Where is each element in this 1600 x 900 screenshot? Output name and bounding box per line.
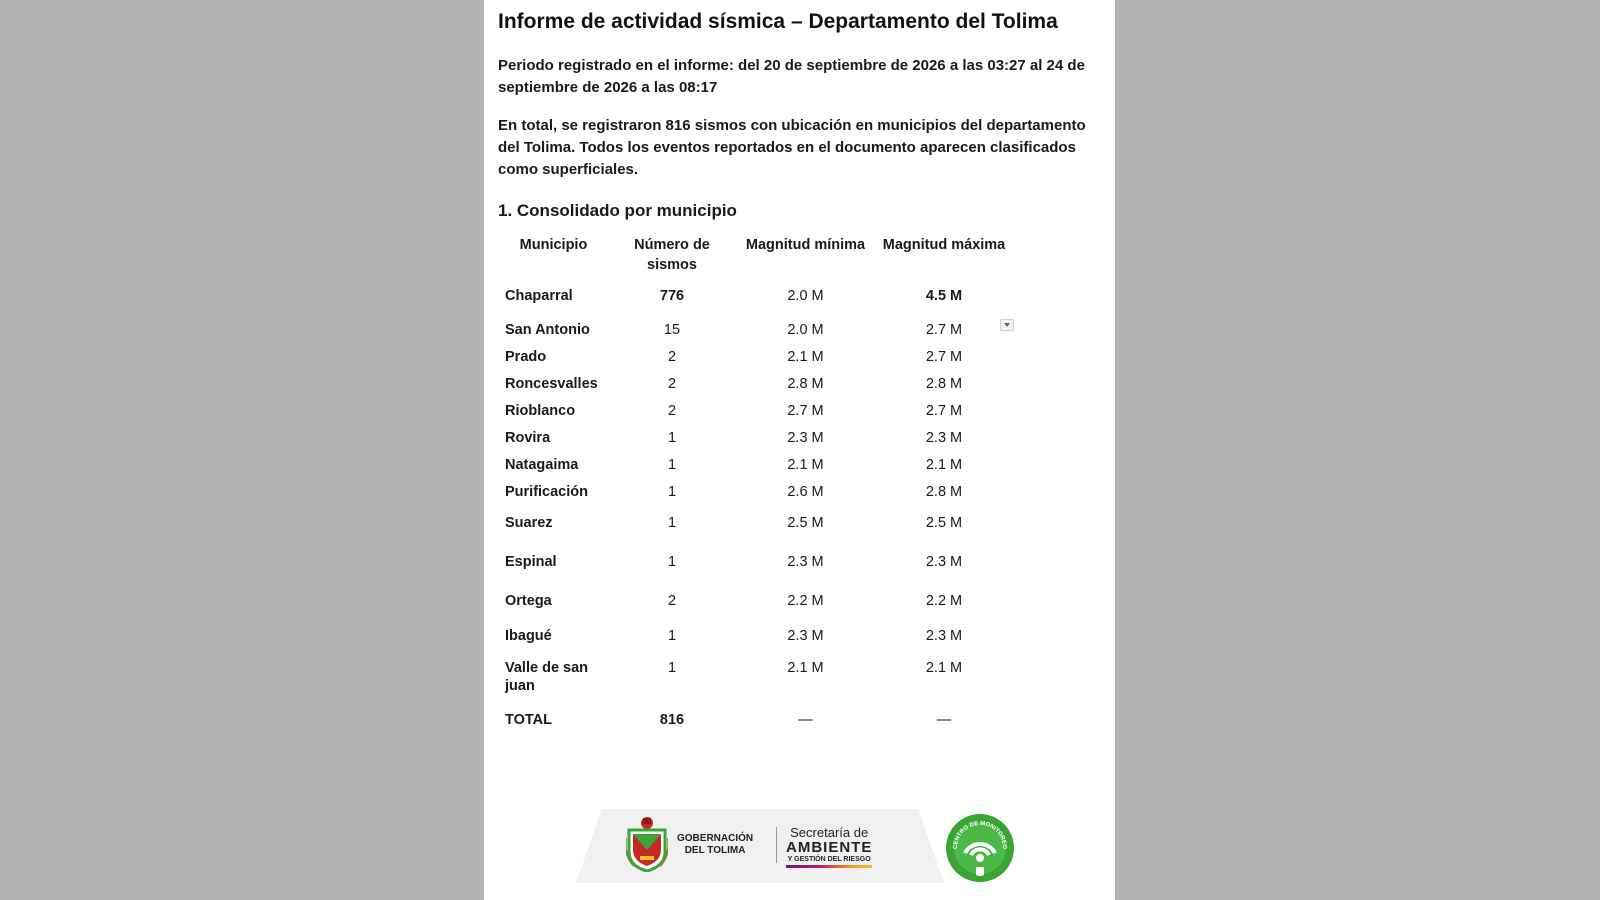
report-title: Informe de actividad sísmica – Departamento del Tolima [498,10,1058,33]
report-summary: En total, se registraron 816 sismos con ubicación en municipios del departamento del Tolima. Todos los eventos reportados en el documento aparecen clasificados como superficiales. [498,117,1086,178]
table-row [498,476,1012,503]
cell-municipio: Roncesvalles [505,376,598,392]
cell-max: 2.3 M [925,628,963,644]
cell-max: — [936,712,952,728]
cell-sismos: 816 [659,712,685,728]
cell-min: 2.3 M [787,554,824,570]
table-row [498,449,1012,476]
cell-min: 2.0 M [787,322,824,338]
cell-municipio: Prado [505,349,547,365]
cell-min: 2.3 M [787,430,824,446]
cell-max: 2.5 M [925,515,963,531]
centro-monitoreo-logo-icon [945,813,1015,883]
cell-max: 2.8 M [925,376,963,392]
cell-max: 4.5 M [925,288,963,304]
cell-min: 2.1 M [787,457,824,473]
table-row [498,620,1012,652]
logo-divider [776,827,777,863]
cell-min: 2.7 M [787,403,824,419]
cell-municipio: San Antonio [505,322,590,338]
cell-sismos: 776 [659,288,685,304]
cell-max: 2.7 M [925,403,963,419]
cell-max: 2.3 M [925,430,963,446]
cell-min: 2.0 M [787,288,824,304]
cell-min: 2.6 M [787,484,824,500]
cell-municipio: Ibagué [505,628,552,644]
table-row [498,652,1012,704]
cell-municipio: Ortega [505,593,552,609]
table-row [498,542,1012,581]
report-period: Periodo registrado en el informe: del 20 de septiembre de 2026 a las 03:27 al 24 de septiembre de 2026 a las 08:17 [498,57,1085,96]
table-header-row [498,232,1012,280]
cell-sismos: 1 [667,660,677,676]
table-dropdown-toggle[interactable] [1000,319,1014,331]
cell-sismos: 1 [667,430,677,446]
cell-min: 2.5 M [787,515,824,531]
cell-municipio: Chaparral [505,288,573,304]
cell-sismos: 1 [667,457,677,473]
table-row [498,341,1012,368]
cell-sismos: 2 [667,403,677,419]
cell-max: 2.7 M [925,322,963,338]
table-row [498,422,1012,449]
tolima-coat-of-arms-icon [626,816,668,872]
cell-sismos: 2 [667,376,677,392]
cell-min: 2.1 M [787,349,824,365]
cell-sismos: 2 [667,349,677,365]
report-page [484,0,1115,900]
secretaria-logo-text [786,826,872,868]
secretaria-line1: Secretaría de [790,825,869,840]
cell-max: 2.1 M [925,457,963,473]
cell-max: 2.2 M [925,593,963,609]
cell-municipio: Purificación [505,484,588,500]
section-title: 1. Consolidado por municipio [498,201,737,220]
header-magnitud-maxima: Magnitud máxima [882,237,1006,253]
secretaria-line3: Y GESTIÓN DEL RIESGO [787,856,871,863]
table-row [498,280,1012,314]
gobernacion-line2: DEL TOLIMA [684,845,746,856]
cell-sismos: 1 [667,484,677,500]
header-magnitud-minima: Magnitud mínima [745,237,866,253]
header-numero-sismos: Número de sismos [634,237,710,273]
secretaria-line2: AMBIENTE [786,839,873,856]
table-row [498,503,1012,542]
table-total-row [498,704,1012,731]
gobernacion-line1: GOBERNACIÓN [677,833,754,844]
header-municipio: Municipio [519,237,588,253]
cell-min: 2.1 M [787,660,824,676]
cell-municipio: Suarez [505,515,553,531]
table-row [498,368,1012,395]
cell-sismos: 1 [667,628,677,644]
cell-sismos: 15 [663,322,681,338]
cell-min: 2.3 M [787,628,824,644]
table-row [498,314,1012,341]
cell-min: 2.2 M [787,593,824,609]
table-row [498,581,1012,620]
cell-min: 2.8 M [787,376,824,392]
cell-max: 2.3 M [925,554,963,570]
secretaria-color-bar [786,865,872,868]
cell-municipio: Natagaima [505,457,579,473]
cell-municipio: TOTAL [505,712,552,728]
municipality-table [498,232,1012,731]
cell-municipio: Espinal [505,554,557,570]
cell-municipio: Rioblanco [505,403,576,419]
cell-sismos: 1 [667,515,677,531]
cell-max: 2.7 M [925,349,963,365]
cell-sismos: 2 [667,593,677,609]
cell-max: 2.1 M [925,660,963,676]
cell-municipio: Valle de san juan [505,660,589,694]
cell-min: — [798,712,813,728]
svg-text:CENTRO DE MONITOREO: CENTRO DE MONITOREO [952,820,1008,850]
table-row [498,395,1012,422]
cell-sismos: 1 [667,554,677,570]
gobernacion-logo-text [677,833,753,857]
cell-municipio: Rovira [505,430,551,446]
cell-max: 2.8 M [925,484,963,500]
